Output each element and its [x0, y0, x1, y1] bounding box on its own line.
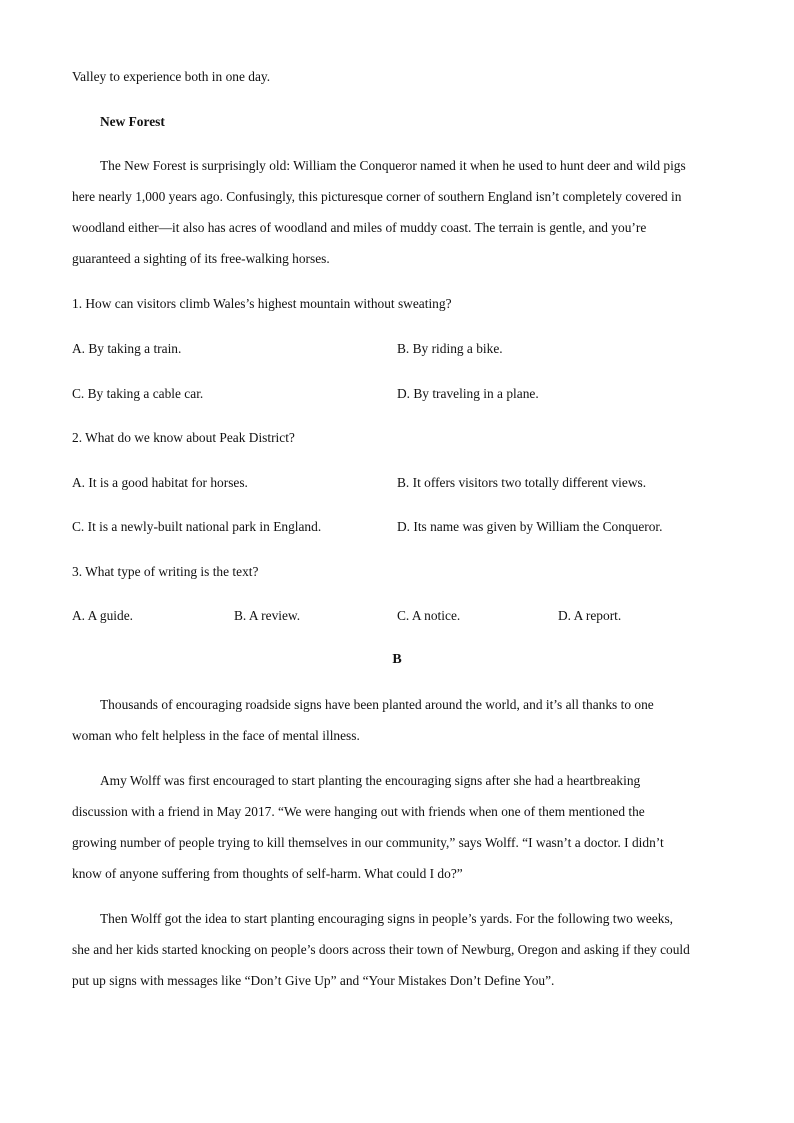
question-text: 2. What do we know about Peak District?: [72, 430, 295, 445]
option-a: A. A guide.: [72, 608, 134, 623]
question-text: 1. How can visitors climb Wales’s highest mountain without sweating?: [72, 296, 452, 311]
intro-paragraph-end: Valley to experience both in one day.: [72, 69, 271, 84]
paragraph-line: put up signs with messages like “Don’t Give Up” and “Your Mistakes Don’t Define You”.: [72, 973, 555, 988]
option-c: C. It is a newly-built national park in England.: [72, 519, 322, 534]
option-c: C. By taking a cable car.: [72, 386, 204, 401]
paragraph-line: know of anyone suffering from thoughts of self-harm. What could I do?”: [72, 866, 463, 881]
paragraph-line: The New Forest is surprisingly old: William the Conqueror named it when he used to hunt deer and wild pigs: [100, 158, 686, 173]
option-a: A. By taking a train.: [72, 341, 182, 356]
option-a: A. It is a good habitat for horses.: [72, 475, 248, 490]
paragraph-line: woman who felt helpless in the face of mental illness.: [72, 728, 360, 743]
paragraph-line: woodland either—it also has acres of woodland and miles of muddy coast. The terrain is gentle, and you’re: [72, 220, 647, 235]
paragraph-line: guaranteed a sighting of its free-walking horses.: [72, 251, 330, 266]
option-b: B. A review.: [234, 608, 301, 623]
new-forest-heading: New Forest: [100, 114, 165, 129]
paragraph-line: Then Wolff got the idea to start planting encouraging signs in people’s yards. For the following two weeks,: [100, 911, 674, 926]
paragraph-line: she and her kids started knocking on people’s doors across their town of Newburg, Oregon and asking if they could: [72, 942, 690, 957]
option-b: B. By riding a bike.: [397, 341, 503, 356]
option-d: D. Its name was given by William the Conqueror.: [397, 519, 663, 534]
question-text: 3. What type of writing is the text?: [72, 564, 259, 579]
option-c: C. A notice.: [397, 608, 461, 623]
paragraph-line: growing number of people trying to kill themselves in our community,” says Wolff. “I wasn’t a doctor. I didn’t: [72, 835, 664, 850]
paragraph-line: here nearly 1,000 years ago. Confusingly, this picturesque corner of southern England isn’t completely covered in: [72, 189, 682, 204]
section-b-heading: B: [392, 652, 402, 667]
option-b: B. It offers visitors two totally different views.: [397, 475, 647, 490]
paragraph-line: Thousands of encouraging roadside signs have been planted around the world, and it’s all thanks to one: [100, 697, 654, 712]
paragraph-line: discussion with a friend in May 2017. “We were hanging out with friends when one of them mentioned the: [72, 804, 645, 819]
option-d: D. By traveling in a plane.: [397, 386, 539, 401]
option-d: D. A report.: [558, 608, 622, 623]
paragraph-line: Amy Wolff was first encouraged to start planting the encouraging signs after she had a heartbreaking: [100, 773, 641, 788]
